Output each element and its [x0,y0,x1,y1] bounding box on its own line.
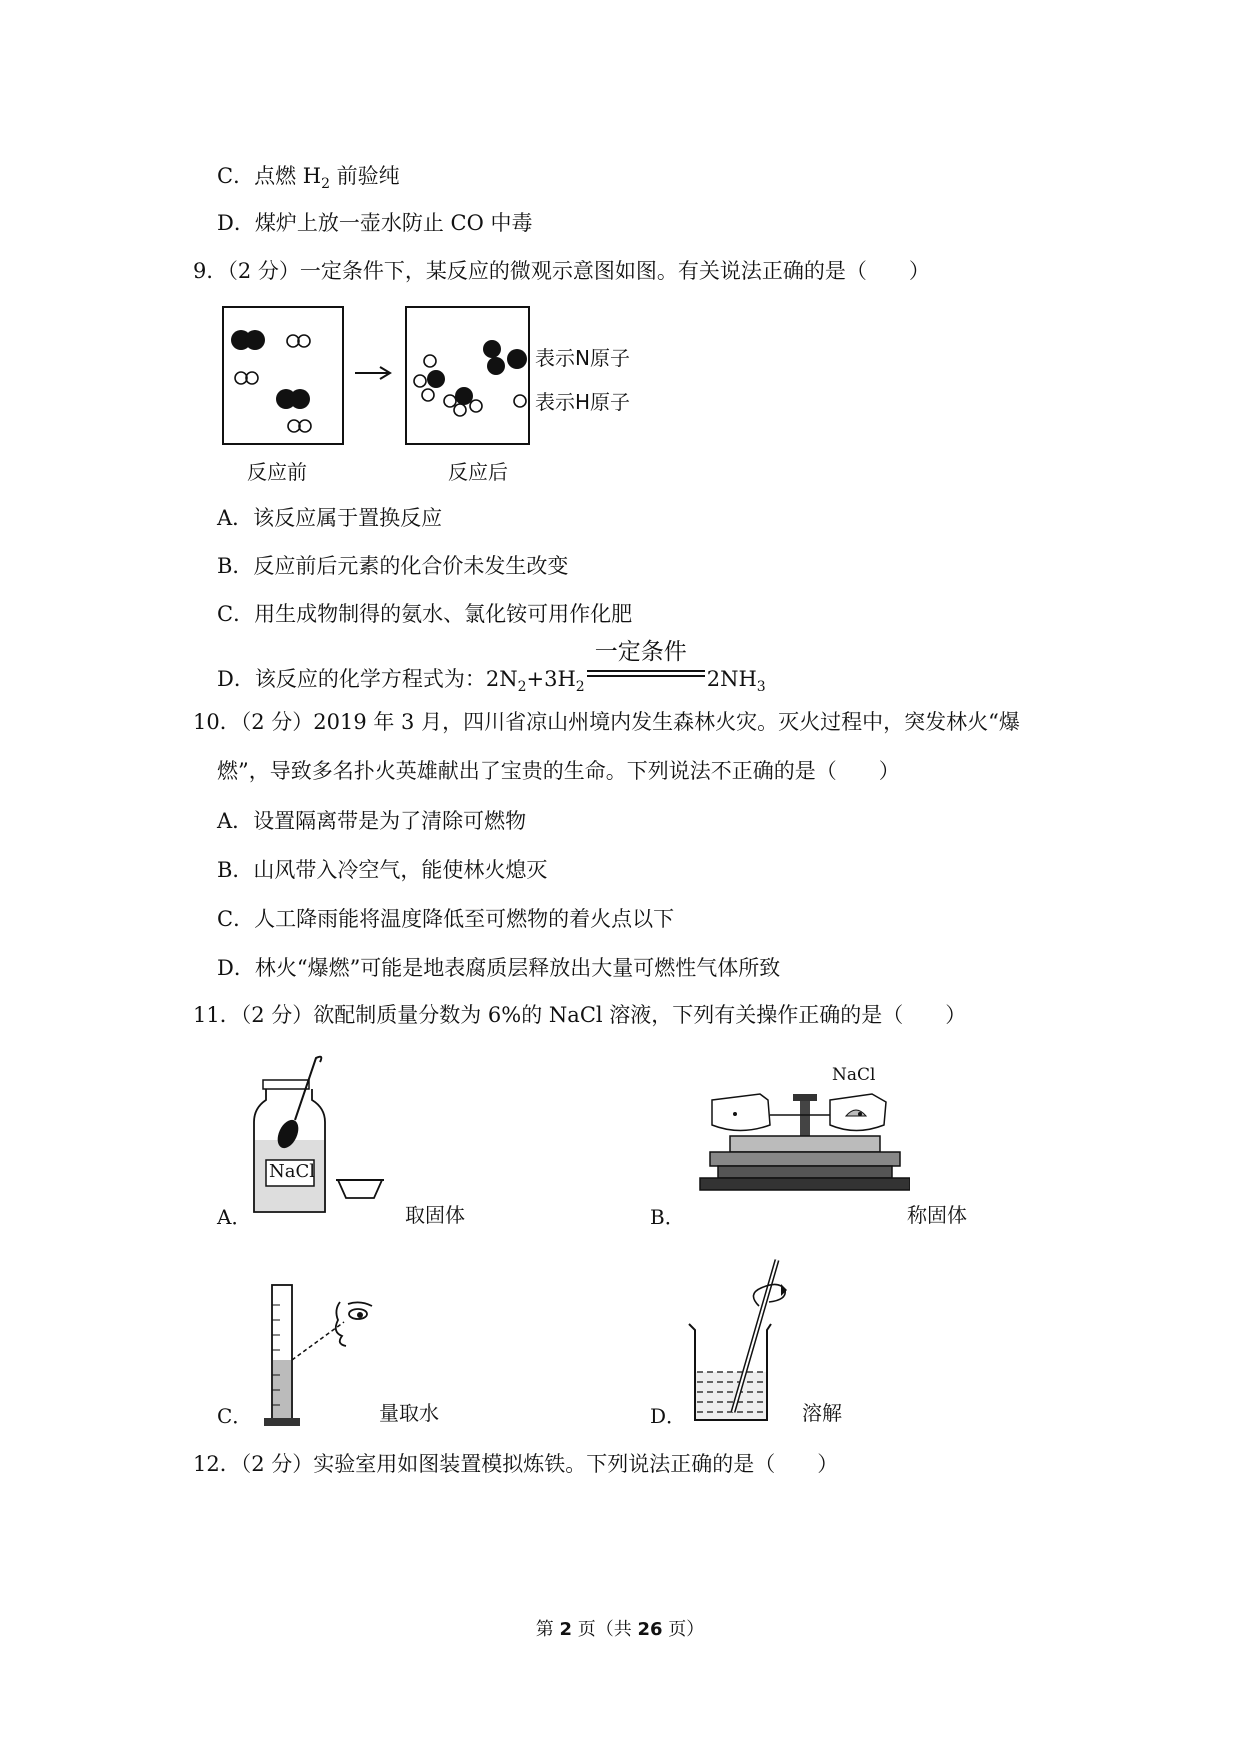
q11-stem: 11．（2 分）欲配制质量分数为 6%的 NaCl 溶液，下列有关操作正确的是（ ） [193,1003,967,1027]
after-molecules [414,340,505,416]
reaction-condition: 一定条件 [587,666,705,686]
arrow [355,367,390,379]
nacl-bottle-figure [250,1050,400,1230]
q8-option-c: C．点燃 $H_2$ 前验纯 [217,164,400,192]
page-footer: 第 2 页（共 26 页） [535,1619,705,1640]
bottle-label: NaCl [269,1161,316,1182]
q9-option-d: D．该反应的化学方程式为：$2N_2+3H_2$ 一定条件 $2NH_3$ [217,639,766,695]
q11-a-letter: A． [217,1205,252,1229]
before-molecules [231,330,311,432]
q11-b-label: 称固体 [907,1203,967,1227]
legend-h-dot [514,395,526,407]
q11-d-label: 溶解 [802,1401,842,1425]
q10-option-a: A．设置隔离带是为了清除可燃物 [217,809,527,833]
q11-b-letter: B． [650,1205,685,1229]
q10-option-d: D．林火“爆燃”可能是地表腐质层释放出大量可燃性气体所致 [217,956,781,980]
before-box [223,307,343,444]
before-label: 反应前 [247,460,307,484]
q10-option-b: B．山风带入冷空气，能使林火熄灭 [217,858,548,882]
q9-stem: 9．（2 分）一定条件下，某反应的微观示意图如图。有关说法正确的是（ ） [193,259,930,283]
legend-h-label: 表示H原子 [535,390,631,414]
balance-pan-label: NaCl [832,1065,876,1085]
q9-option-a: A．该反应属于置换反应 [217,506,443,530]
q12-stem: 12．（2 分）实验室用如图装置模拟炼铁。下列说法正确的是（ ） [193,1452,839,1476]
legend-n-dot [507,349,527,369]
q8-option-d: D．煤炉上放一壶水防止 CO 中毒 [217,211,533,235]
q10-stem-line2: 燃”，导致多名扑火英雄献出了宝贵的生命。下列说法不正确的是（ ） [217,759,900,783]
q11-c-letter: C． [217,1404,253,1428]
beaker-stirring-figure [685,1250,815,1430]
q11-c-label: 量取水 [379,1401,439,1425]
q11-d-letter: D． [650,1404,687,1428]
q10-stem-line1: 10．（2 分）2019 年 3 月，四川省凉山州境内发生森林火灾。灭火过程中，突发林火“爆 [193,710,1020,734]
balance-figure [690,1080,910,1230]
graduated-cylinder-figure [262,1280,382,1430]
q10-option-c: C．人工降雨能将温度降低至可燃物的着火点以下 [217,907,675,931]
q9-option-c: C．用生成物制得的氨水、氯化铵可用作化肥 [217,602,633,626]
q11-a-label: 取固体 [405,1203,465,1227]
after-box [406,307,529,444]
after-label: 反应后 [448,460,508,484]
legend-n-label: 表示N原子 [535,346,630,370]
q9-option-b: B．反应前后元素的化合价未发生改变 [217,554,569,578]
